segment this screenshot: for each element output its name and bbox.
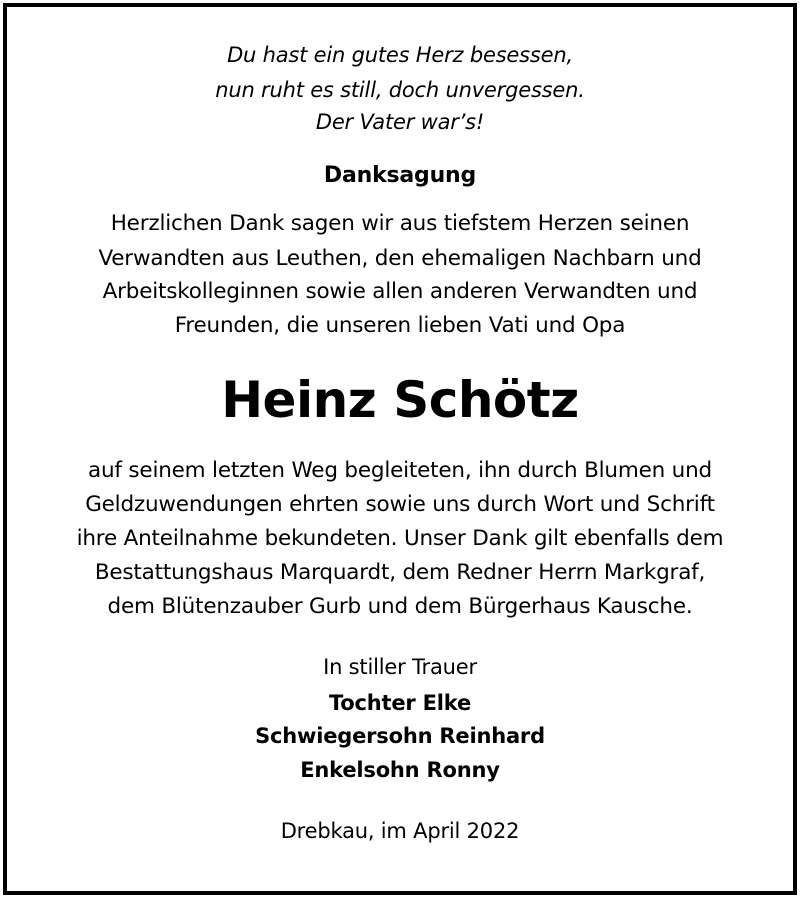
signer-1: Tochter Elke [328, 691, 472, 715]
thanks-line-5: dem Blütenzauber Gurb und dem Bürgerhaus Kausche. [107, 594, 693, 619]
intro-line-3: Arbeitskolleginnen sowie allen anderen Verwandten und [102, 279, 698, 304]
signer-3: Enkelsohn Ronny [300, 758, 500, 782]
thanks-line-2: Geldzuwendungen ehrten sowie uns durch Wort und Schrift [85, 492, 715, 517]
intro-line-1: Herzlichen Dank sagen wir aus tiefstem Herzen seinen [110, 211, 690, 236]
thanks-line-4: Bestattungshaus Marquardt, dem Redner Herrn Markgraf, [94, 560, 706, 585]
intro-line-4: Freunden, die unseren lieben Vati und Opa [174, 313, 626, 338]
verse-line-2: nun ruht es still, doch unvergessen. [215, 78, 585, 102]
notice-frame [3, 3, 797, 895]
signer-2: Schwiegersohn Reinhard [255, 724, 545, 748]
verse-line-1: Du hast ein gutes Herz besessen, [227, 43, 573, 67]
intro-line-2: Verwandten aus Leuthen, den ehemaligen Nachbarn und [98, 246, 702, 271]
thanks-line-3: ihre Anteilnahme bekundeten. Unser Dank gilt ebenfalls dem [76, 526, 724, 551]
notice-heading: Danksagung [323, 163, 477, 188]
thanks-line-1: auf seinem letzten Weg begleiteten, ihn durch Blumen und [88, 458, 712, 483]
mourning-text: In stiller Trauer [323, 655, 477, 679]
place-date: Drebkau, im April 2022 [280, 819, 520, 843]
deceased-name: Heinz Schötz [221, 371, 579, 429]
verse-line-3: Der Vater war’s! [315, 110, 485, 134]
